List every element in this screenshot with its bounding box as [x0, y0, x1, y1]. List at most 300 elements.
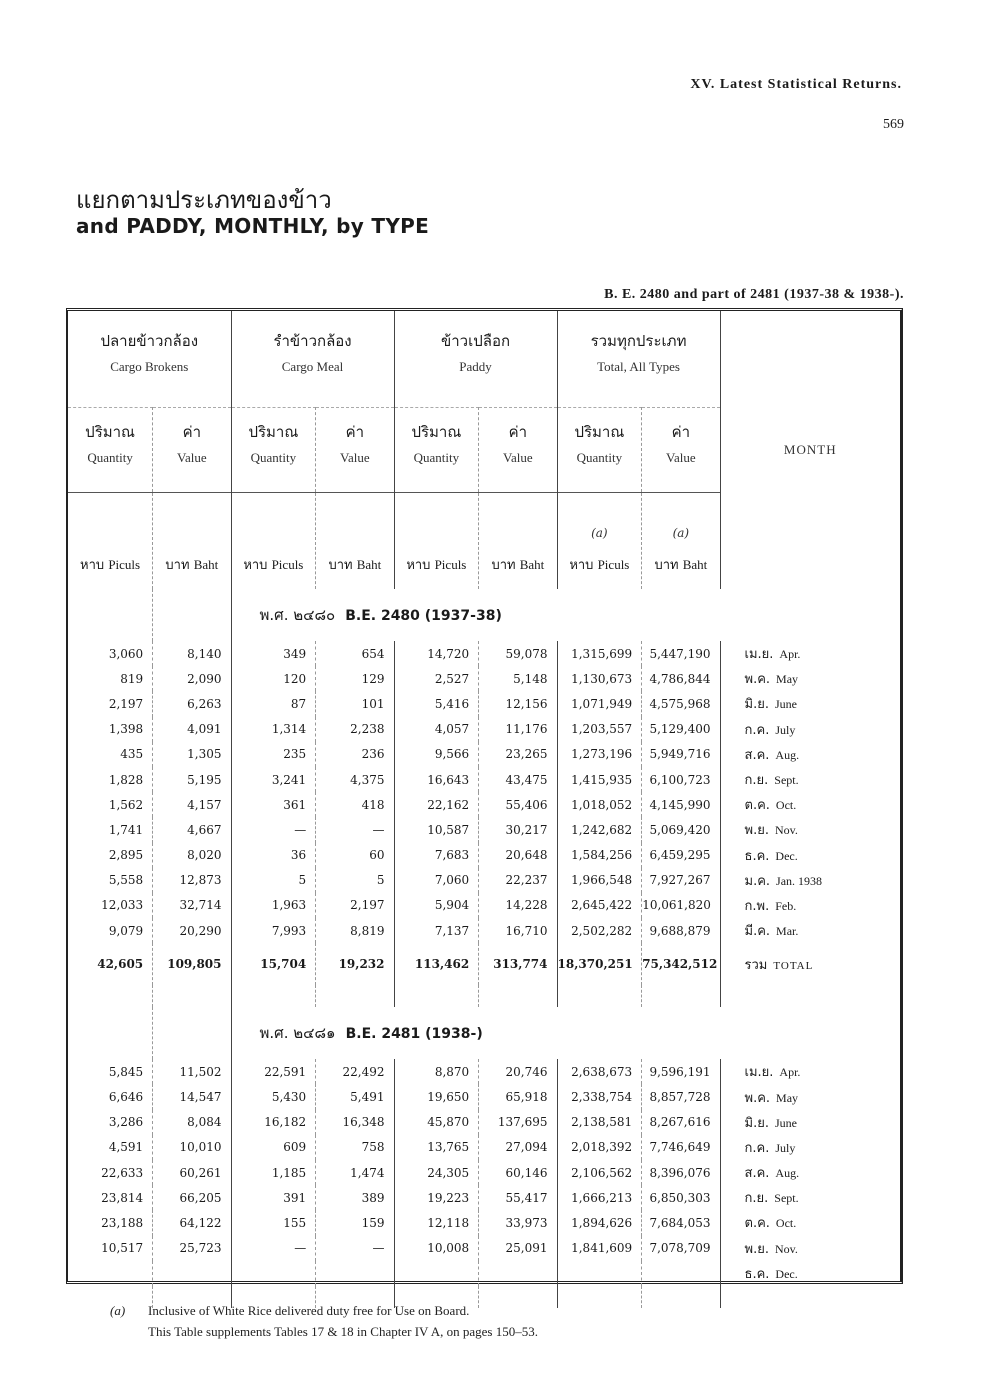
table-cell: 2,197 [316, 893, 394, 918]
table-row [68, 1185, 900, 1210]
table-cell [642, 1261, 720, 1286]
table-cell: 3,241 [231, 767, 316, 792]
table-cell: 1,666,213 [557, 1185, 642, 1210]
value-header: ค่า Value [642, 408, 720, 493]
table-cell [394, 1261, 479, 1286]
table-cell: 19,223 [394, 1185, 479, 1210]
table-cell: 1,185 [231, 1160, 316, 1185]
table-cell: 75,342,512 [642, 943, 720, 985]
table-cell: 12,033 [68, 893, 153, 918]
table-cell: 9,688,879 [642, 918, 720, 943]
month-english: Apr. [779, 647, 801, 662]
table-cell: 5,491 [316, 1084, 394, 1109]
table-cell: 1,242,682 [557, 817, 642, 842]
table-cell: 101 [316, 691, 394, 716]
table-cell: 1,741 [68, 817, 153, 842]
table-row [68, 1160, 900, 1185]
month-cell [720, 893, 900, 918]
month-english: Feb. [775, 898, 797, 913]
month-thai: ก.ค. [744, 722, 770, 738]
table-cell: 1,398 [68, 717, 153, 742]
table-cell: 9,079 [68, 918, 153, 943]
table-cell: 4,375 [316, 767, 394, 792]
table-cell: 55,417 [479, 1185, 557, 1210]
table-row [68, 1210, 900, 1235]
table-cell: 10,010 [153, 1135, 231, 1160]
table-cell [316, 1261, 394, 1286]
table-cell: 235 [231, 742, 316, 767]
table-cell: 3,060 [68, 641, 153, 666]
table-cell: 7,993 [231, 918, 316, 943]
table-cell: 60,146 [479, 1160, 557, 1185]
month-thai: พ.ค. [744, 672, 771, 688]
table-cell: 6,850,303 [642, 1185, 720, 1210]
table-cell: 14,720 [394, 641, 479, 666]
table-cell: 2,638,673 [557, 1059, 642, 1084]
table-cell [557, 1261, 642, 1286]
table-cell: 313,774 [479, 943, 557, 985]
table-cell: 7,746,649 [642, 1135, 720, 1160]
table-cell: — [231, 1236, 316, 1261]
month-thai: พ.ย. [744, 823, 769, 839]
table-cell: 2,895 [68, 843, 153, 868]
table-cell: 113,462 [394, 943, 479, 985]
table-cell: 4,091 [153, 717, 231, 742]
table-cell: 5,845 [68, 1059, 153, 1084]
table-cell: 2,197 [68, 691, 153, 716]
table-cell: 2,238 [316, 717, 394, 742]
table-cell: 20,746 [479, 1059, 557, 1084]
table-cell: 236 [316, 742, 394, 767]
table-cell: 8,870 [394, 1059, 479, 1084]
table-row [68, 893, 900, 918]
table-cell [68, 1261, 153, 1286]
table-row [68, 641, 900, 666]
section-title [231, 1007, 720, 1059]
table-cell: 66,205 [153, 1185, 231, 1210]
table-cell: 1,415,935 [557, 767, 642, 792]
table-cell: 60 [316, 843, 394, 868]
table-cell: 1,894,626 [557, 1210, 642, 1235]
table-cell: 11,176 [479, 717, 557, 742]
month-english: TOTAL [773, 959, 814, 972]
table-cell: 2,138,581 [557, 1110, 642, 1135]
table-cell [479, 1261, 557, 1286]
month-english: Apr. [779, 1065, 801, 1080]
month-thai: พ.ค. [744, 1090, 771, 1106]
unit-piculs-total: (a) หาบ Piculs [557, 493, 642, 590]
table-cell: 12,118 [394, 1210, 479, 1235]
table-cell: 1,130,673 [557, 666, 642, 691]
month-english: Oct. [775, 798, 797, 813]
table-cell: 60,261 [153, 1160, 231, 1185]
month-english: Oct. [775, 1216, 797, 1231]
table-cell: 758 [316, 1135, 394, 1160]
month-english: Mar. [776, 924, 799, 939]
month-cell [720, 817, 900, 842]
table-row [68, 691, 900, 716]
month-thai: ก.ย. [744, 1191, 769, 1207]
table-cell: 4,157 [153, 792, 231, 817]
month-thai: มิ.ย. [744, 697, 769, 713]
table-cell: 4,786,844 [642, 666, 720, 691]
table-cell: 819 [68, 666, 153, 691]
section-heading-row [68, 589, 900, 641]
table-row [68, 1261, 900, 1286]
month-thai: ก.พ. [744, 898, 770, 914]
table-cell: 5,447,190 [642, 641, 720, 666]
footnotes [110, 1300, 538, 1342]
table-cell: 22,162 [394, 792, 479, 817]
period-caption: B. E. 2480 and part of 2481 (1937-38 & 1938-). [604, 287, 904, 302]
table-cell: 10,587 [394, 817, 479, 842]
month-english: Jan. 1938 [776, 873, 823, 888]
table-cell: 25,091 [479, 1236, 557, 1261]
table-cell: 7,684,053 [642, 1210, 720, 1235]
column-group-total: รวมทุกประเภท Total, All Types [557, 311, 720, 408]
month-thai: ส.ค. [744, 747, 770, 763]
table-cell: 15,704 [231, 943, 316, 985]
month-english: June [774, 1115, 797, 1130]
month-cell [720, 1059, 900, 1084]
month-english: June [774, 697, 797, 712]
table-cell: 1,841,609 [557, 1236, 642, 1261]
table-cell: 391 [231, 1185, 316, 1210]
month-cell [720, 1210, 900, 1235]
month-thai: ก.ค. [744, 1140, 770, 1156]
table-cell: 2,645,422 [557, 893, 642, 918]
value-header: ค่า Value [153, 408, 231, 493]
table-cell [153, 1261, 231, 1286]
month-thai: ม.ค. [744, 873, 771, 889]
month-english: July [775, 722, 796, 737]
title-thai: แยกตามประเภทของข้าว [76, 186, 332, 214]
table-cell: 7,137 [394, 918, 479, 943]
table-cell: — [231, 817, 316, 842]
table-cell: 159 [316, 1210, 394, 1235]
month-thai: ต.ค. [744, 1216, 770, 1232]
month-cell [720, 1185, 900, 1210]
month-cell [720, 691, 900, 716]
table-cell: 2,338,754 [557, 1084, 642, 1109]
table-cell: 2,018,392 [557, 1135, 642, 1160]
table-cell: 11,502 [153, 1059, 231, 1084]
table-row [68, 868, 900, 893]
table-cell: 45,870 [394, 1110, 479, 1135]
table-row [68, 843, 900, 868]
month-thai: เม.ย. [744, 1065, 774, 1081]
month-cell [720, 742, 900, 767]
month-english: Aug. [775, 1166, 800, 1181]
statistics-table-frame [66, 308, 903, 1284]
table-row [68, 792, 900, 817]
section-title-thai: พ.ศ. ๒๔๘๐ [259, 606, 336, 624]
month-thai: ก.ย. [744, 773, 769, 789]
table-cell: 23,265 [479, 742, 557, 767]
month-cell [720, 918, 900, 943]
month-english: May [776, 1090, 799, 1105]
month-cell [720, 943, 900, 985]
table-cell: 13,765 [394, 1135, 479, 1160]
table-cell: 16,710 [479, 918, 557, 943]
column-group-cargo-brokens: ปลายข้าวกล้อง Cargo Brokens [68, 311, 231, 408]
table-cell: 2,527 [394, 666, 479, 691]
table-row [68, 666, 900, 691]
table-cell: 5,904 [394, 893, 479, 918]
table-cell: 7,927,267 [642, 868, 720, 893]
month-english: Sept. [774, 1191, 799, 1206]
unit-baht: บาท Baht [153, 493, 231, 590]
table-cell: 64,122 [153, 1210, 231, 1235]
table-cell: 8,267,616 [642, 1110, 720, 1135]
unit-baht: บาท Baht [316, 493, 394, 590]
table-cell [231, 1261, 316, 1286]
table-cell: 23,814 [68, 1185, 153, 1210]
page-number: 569 [883, 117, 904, 132]
value-header: ค่า Value [479, 408, 557, 493]
rice-exports-table [68, 311, 900, 1308]
month-cell [720, 1135, 900, 1160]
qty-header: ปริมาณ Quantity [68, 408, 153, 493]
table-cell: 5,949,716 [642, 742, 720, 767]
table-cell: 8,084 [153, 1110, 231, 1135]
table-row [68, 1084, 900, 1109]
table-cell: 1,315,699 [557, 641, 642, 666]
table-cell: 6,646 [68, 1084, 153, 1109]
table-row [68, 817, 900, 842]
month-cell [720, 1236, 900, 1261]
table-cell: 6,100,723 [642, 767, 720, 792]
table-cell: 22,591 [231, 1059, 316, 1084]
month-thai: ธ.ค. [744, 848, 770, 864]
table-cell: 4,145,990 [642, 792, 720, 817]
table-cell: 4,057 [394, 717, 479, 742]
unit-piculs: หาบ Piculs [231, 493, 316, 590]
month-cell [720, 1110, 900, 1135]
table-row [68, 918, 900, 943]
unit-piculs: หาบ Piculs [68, 493, 153, 590]
footnote-a: (a) Inclusive of White Rice delivered duty free for Use on Board. [110, 1303, 470, 1318]
table-row [68, 1135, 900, 1160]
table-cell: 18,370,251 [557, 943, 642, 985]
month-cell [720, 1261, 900, 1286]
section-heading-row [68, 1007, 900, 1059]
table-cell: 1,273,196 [557, 742, 642, 767]
table-cell: 129 [316, 666, 394, 691]
table-cell: 109,805 [153, 943, 231, 985]
table-cell: 1,562 [68, 792, 153, 817]
month-thai: มี.ค. [744, 924, 771, 940]
table-cell: 22,492 [316, 1059, 394, 1084]
table-cell: — [316, 817, 394, 842]
table-cell: 10,061,820 [642, 893, 720, 918]
table-cell: 1,474 [316, 1160, 394, 1185]
table-body [68, 589, 900, 1308]
month-thai: ต.ค. [744, 798, 770, 814]
value-header: ค่า Value [316, 408, 394, 493]
footnote-supplement: This Table supplements Tables 17 & 18 in Chapter IV A, on pages 150–53. [148, 1324, 538, 1339]
table-cell: 3,286 [68, 1110, 153, 1135]
table-cell: 10,008 [394, 1236, 479, 1261]
total-row [68, 943, 900, 985]
table-cell: 5,129,400 [642, 717, 720, 742]
table-cell: 5,069,420 [642, 817, 720, 842]
month-english: Dec. [775, 848, 798, 863]
table-cell: 5,416 [394, 691, 479, 716]
table-cell: 7,060 [394, 868, 479, 893]
table-row [68, 1059, 900, 1084]
month-cell [720, 843, 900, 868]
table-cell: 59,078 [479, 641, 557, 666]
month-english: Nov. [774, 823, 798, 838]
section-title-thai: พ.ศ. ๒๔๘๑ [259, 1024, 336, 1043]
table-cell: 1,071,949 [557, 691, 642, 716]
table-cell: 16,348 [316, 1110, 394, 1135]
chapter-heading: XV. Latest Statistical Returns. [690, 77, 902, 92]
qty-header: ปริมาณ Quantity [557, 408, 642, 493]
spacer-row [68, 985, 900, 1007]
table-cell: 8,857,728 [642, 1084, 720, 1109]
month-cell [720, 792, 900, 817]
table-cell: 1,963 [231, 893, 316, 918]
table-cell: 19,232 [316, 943, 394, 985]
table-cell: 2,090 [153, 666, 231, 691]
month-cell [720, 641, 900, 666]
table-cell: 654 [316, 641, 394, 666]
table-cell: 4,591 [68, 1135, 153, 1160]
table-cell: 9,596,191 [642, 1059, 720, 1084]
month-column-header: MONTH [783, 442, 837, 457]
table-cell: 8,140 [153, 641, 231, 666]
table-cell: 155 [231, 1210, 316, 1235]
table-cell: 32,714 [153, 893, 231, 918]
month-thai: ส.ค. [744, 1166, 770, 1182]
table-row [68, 1110, 900, 1135]
table-cell: 349 [231, 641, 316, 666]
table-cell: 8,396,076 [642, 1160, 720, 1185]
month-english: May [776, 672, 799, 687]
table-cell: 12,873 [153, 868, 231, 893]
table-cell: 16,182 [231, 1110, 316, 1135]
table-cell: 1,305 [153, 742, 231, 767]
table-cell: — [316, 1236, 394, 1261]
table-cell: 418 [316, 792, 394, 817]
table-row [68, 717, 900, 742]
table-cell: 1,828 [68, 767, 153, 792]
table-cell: 22,633 [68, 1160, 153, 1185]
month-english: Nov. [774, 1241, 798, 1256]
table-cell: 7,683 [394, 843, 479, 868]
month-english: Aug. [775, 747, 800, 762]
month-cell [720, 1160, 900, 1185]
section-title [231, 589, 720, 641]
table-cell: 7,078,709 [642, 1236, 720, 1261]
table-cell: 16,643 [394, 767, 479, 792]
unit-piculs: หาบ Piculs [394, 493, 479, 590]
group-header-row [68, 311, 900, 408]
table-cell: 36 [231, 843, 316, 868]
table-cell: 42,605 [68, 943, 153, 985]
table-cell: 9,566 [394, 742, 479, 767]
month-english: Dec. [775, 1266, 798, 1281]
table-cell: 5,430 [231, 1084, 316, 1109]
table-cell: 8,020 [153, 843, 231, 868]
table-cell: 120 [231, 666, 316, 691]
table-cell: 4,667 [153, 817, 231, 842]
table-cell: 1,584,256 [557, 843, 642, 868]
table-cell: 6,263 [153, 691, 231, 716]
month-cell [720, 666, 900, 691]
table-cell: 5,195 [153, 767, 231, 792]
month-thai: พ.ย. [744, 1241, 769, 1257]
table-cell: 14,547 [153, 1084, 231, 1109]
table-cell: 27,094 [479, 1135, 557, 1160]
table-cell: 24,305 [394, 1160, 479, 1185]
table-cell: 4,575,968 [642, 691, 720, 716]
table-row [68, 767, 900, 792]
table-cell: 30,217 [479, 817, 557, 842]
section-title-english: B.E. 2481 (1938-) [345, 1026, 483, 1043]
table-cell: 43,475 [479, 767, 557, 792]
unit-baht: บาท Baht [479, 493, 557, 590]
table-cell: 6,459,295 [642, 843, 720, 868]
table-cell: 14,228 [479, 893, 557, 918]
table-cell: 12,156 [479, 691, 557, 716]
column-group-paddy: ข้าวเปลือก Paddy [394, 311, 557, 408]
unit-baht-total: (a) บาท Baht [642, 493, 720, 590]
table-cell: 1,018,052 [557, 792, 642, 817]
table-cell: 1,314 [231, 717, 316, 742]
qty-header: ปริมาณ Quantity [231, 408, 316, 493]
qty-header: ปริมาณ Quantity [394, 408, 479, 493]
column-group-cargo-meal: รำข้าวกล้อง Cargo Meal [231, 311, 394, 408]
table-cell: 2,106,562 [557, 1160, 642, 1185]
month-cell [720, 868, 900, 893]
table-cell: 20,290 [153, 918, 231, 943]
table-cell: 25,723 [153, 1236, 231, 1261]
table-cell: 5,558 [68, 868, 153, 893]
table-cell: 22,237 [479, 868, 557, 893]
section-title-english: B.E. 2480 (1937-38) [345, 608, 502, 624]
month-cell [720, 767, 900, 792]
month-cell [720, 1084, 900, 1109]
table-cell: 10,517 [68, 1236, 153, 1261]
table-row [68, 1236, 900, 1261]
month-thai: รวม [744, 957, 768, 973]
month-english: Sept. [774, 773, 799, 788]
table-cell: 1,203,557 [557, 717, 642, 742]
month-english: July [775, 1140, 796, 1155]
table-cell: 8,819 [316, 918, 394, 943]
table-cell: 1,966,548 [557, 868, 642, 893]
table-cell: 5,148 [479, 666, 557, 691]
table-cell: 137,695 [479, 1110, 557, 1135]
table-cell: 2,502,282 [557, 918, 642, 943]
table-cell: 19,650 [394, 1084, 479, 1109]
table-cell: 435 [68, 742, 153, 767]
title-english: and PADDY, MONTHLY, by TYPE [76, 214, 430, 238]
table-cell: 5 [316, 868, 394, 893]
table-cell: 55,406 [479, 792, 557, 817]
month-thai: ธ.ค. [744, 1266, 770, 1282]
table-cell: 389 [316, 1185, 394, 1210]
month-thai: มิ.ย. [744, 1115, 769, 1131]
month-cell [720, 717, 900, 742]
table-cell: 87 [231, 691, 316, 716]
table-cell: 20,648 [479, 843, 557, 868]
table-cell: 33,973 [479, 1210, 557, 1235]
table-cell: 5 [231, 868, 316, 893]
